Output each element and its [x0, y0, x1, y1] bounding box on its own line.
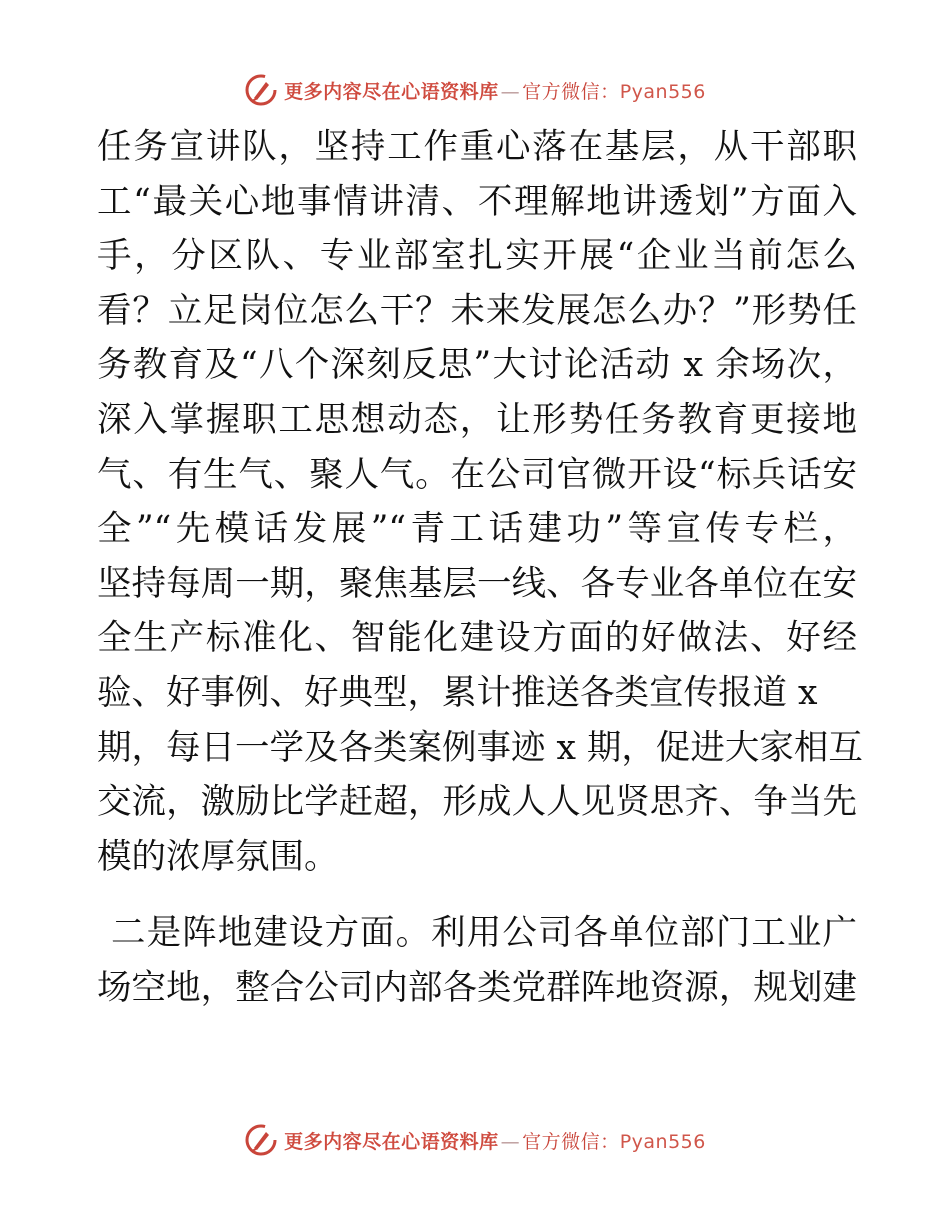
- document-body: [97, 120, 863, 1016]
- header-watermark: [0, 70, 950, 110]
- text-line: 二是阵地建设方面。利用公司各单位部门工业广: [111, 913, 857, 954]
- quill-logo-icon: [244, 73, 278, 107]
- watermark-label: 官方微信：: [522, 80, 620, 103]
- paragraph-2: [97, 906, 857, 1015]
- text-line: 工“最关心地事情讲清、不理解地讲透划”方面入: [97, 181, 857, 222]
- text-line: 全生产标准化、智能化建设方面的好做法、好经: [97, 618, 857, 659]
- text-line: 验、好事例、好典型，累计推送各类宣传报道 x: [97, 672, 818, 713]
- watermark-account: Pyan556: [619, 80, 706, 103]
- watermark-separator: —: [500, 1130, 521, 1153]
- quill-logo-icon: [244, 1123, 278, 1157]
- text-line: 模的浓厚氛围。: [97, 836, 339, 877]
- text-line: 交流，激励比学赶超，形成人人见贤思齐、争当先: [97, 782, 857, 823]
- watermark-main: 更多内容尽在心语资料库: [284, 80, 499, 103]
- text-line: 看？立足岗位怎么干？未来发展怎么办？”形势任: [97, 290, 857, 331]
- text-line: 期，每日一学及各类案例事迹 x 期，促进大家相互: [97, 727, 863, 768]
- watermark-label: 官方微信：: [522, 1130, 620, 1153]
- text-line: 深入掌握职工思想动态，让形势任务教育更接地: [97, 399, 857, 440]
- text-line: 务教育及“八个深刻反思”大讨论活动 x 余场次，: [97, 345, 857, 386]
- text-line: 场空地，整合公司内部各类党群阵地资源，规划建: [97, 967, 857, 1008]
- text-line: 坚持每周一期，聚焦基层一线、各专业各单位在安: [97, 563, 857, 604]
- watermark-separator: —: [500, 80, 521, 103]
- paragraph-1: [97, 120, 863, 884]
- footer-watermark: [0, 1120, 950, 1160]
- text-line: 手，分区队、专业部室扎实开展“企业当前怎么: [97, 236, 857, 277]
- text-line: 任务宣讲队，坚持工作重心落在基层，从干部职: [97, 127, 857, 167]
- text-line: 气、有生气、聚人气。在公司官微开设“标兵话安: [97, 454, 857, 495]
- text-line: 全”“先模话发展”“青工话建功”等宣传专栏，: [97, 509, 857, 550]
- watermark-main: 更多内容尽在心语资料库: [284, 1130, 499, 1153]
- watermark-text: [284, 77, 706, 104]
- watermark-text: [284, 1127, 706, 1154]
- watermark-account: Pyan556: [619, 1130, 706, 1153]
